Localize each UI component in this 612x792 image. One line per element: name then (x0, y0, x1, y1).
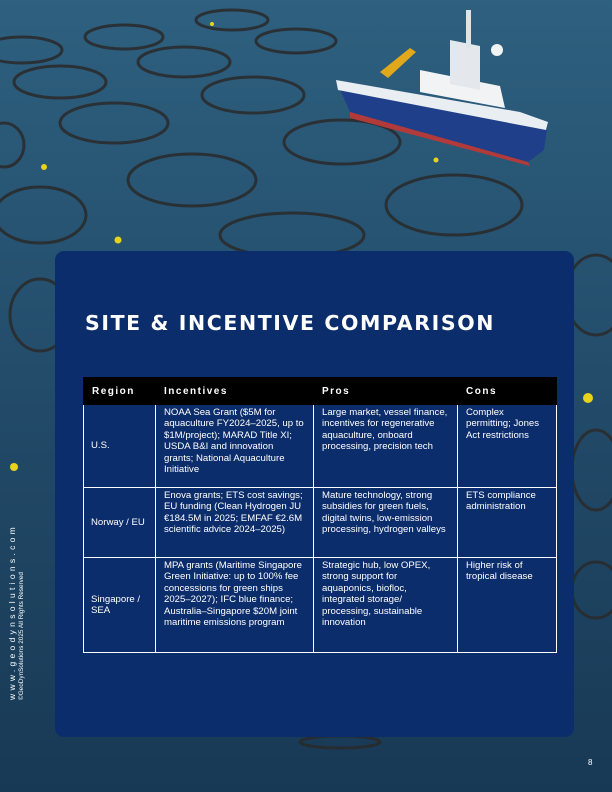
table-row (84, 405, 557, 488)
cell-region: Norway / EU (84, 488, 156, 558)
header-incentives: Incentives (156, 378, 314, 405)
cell-pros: Large market, vessel finance, incentives for regenerative aquaculture, onboard processing, precision tech (314, 405, 458, 488)
cell-incentives: MPA grants (Maritime Singapore Green Initiative: up to 100% fee concessions for green ships 2025–2027); IFC blue finance; Australia–Singapore $20M joint maritime emissions program (156, 558, 314, 653)
cell-cons: ETS compliance administration (458, 488, 557, 558)
table-row (84, 488, 557, 558)
cell-cons: Complex permitting; Jones Act restrictions (458, 405, 557, 488)
cell-incentives: NOAA Sea Grant ($5M for aquaculture FY2024–2025, up to $1M/project); MARAD Title XI; USDA B&I and innovation grants; National Aquaculture Initiative (156, 405, 314, 488)
table-row (84, 558, 557, 653)
cell-region: U.S. (84, 405, 156, 488)
cell-incentives: Enova grants; ETS cost savings; EU funding (Clean Hydrogen JU €184.5M in 2025; EMFAF €2.6M scientific advice 2024–2025) (156, 488, 314, 558)
header-cons: Cons (458, 378, 557, 405)
page-title: SITE & INCENTIVE COMPARISON (85, 311, 495, 335)
header-region: Region (84, 378, 156, 405)
copyright-text: ©GeoDynSolutions 2025 All Rights Reserved (18, 572, 25, 700)
cell-pros: Mature technology, strong subsidies for green fuels, digital twins, low-emission processing, hydrogen valleys (314, 488, 458, 558)
sidebar-branding (7, 524, 25, 700)
cell-region: Singapore / SEA (84, 558, 156, 653)
page-number: 8 (588, 758, 593, 767)
website-url: www.geodynsolutions.com (7, 523, 17, 700)
table-header-row (84, 378, 557, 405)
cell-pros: Strategic hub, low OPEX, strong support for aquaponics, biofloc, integrated storage/ processing, sustainable innovation (314, 558, 458, 653)
comparison-table (83, 377, 557, 653)
cell-cons: Higher risk of tropical disease (458, 558, 557, 653)
header-pros: Pros (314, 378, 458, 405)
